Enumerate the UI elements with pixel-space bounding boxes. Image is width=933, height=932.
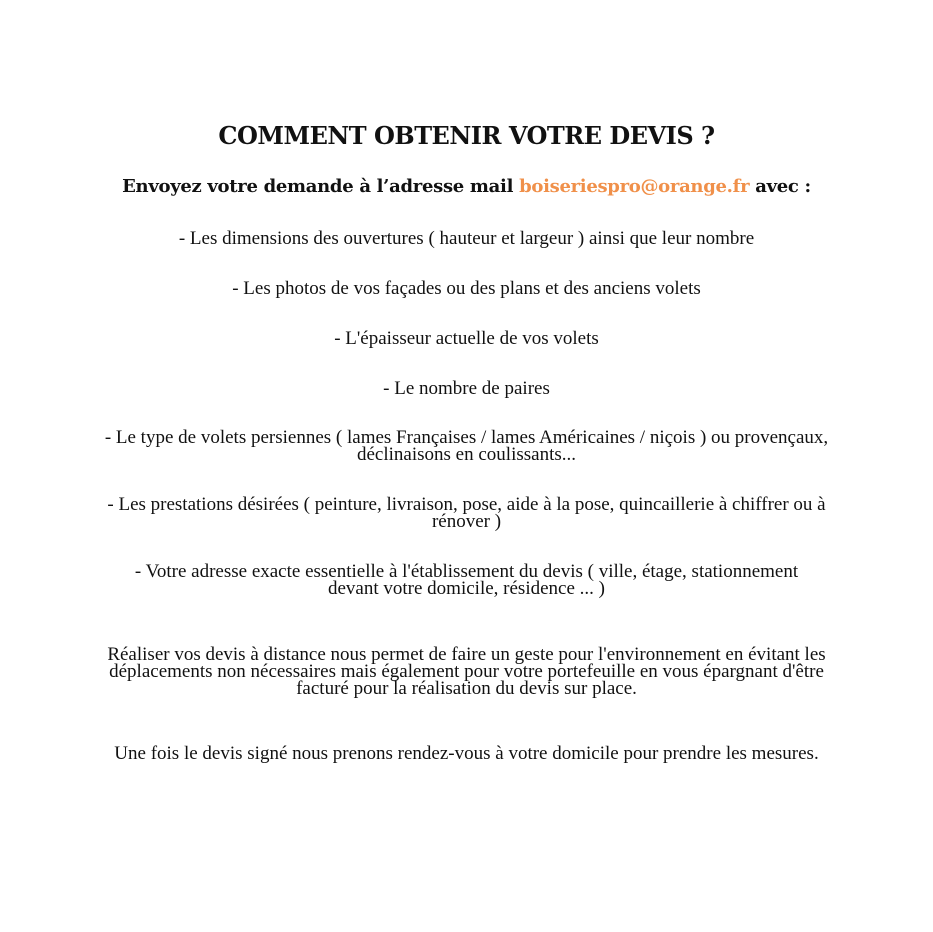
list-item-shutter-type: - Le type de volets persiennes ( lames Françaises / lames Américaines / niçois ) ou provençaux, déclinaisons en coulissants... [104,427,829,465]
intro-line [0,174,933,200]
list-item-services: - Les prestations désirées ( peinture, livraison, pose, aide à la pose, quincaillerie à chiffrer ou à rénover ) [107,494,826,532]
list-item-dimensions: - Les dimensions des ouvertures ( hauteur et largeur ) ainsi que leur nombre [178,228,755,249]
list-item-thickness: - L'épaisseur actuelle de vos volets [334,328,599,349]
intro-suffix: avec : [749,176,811,197]
list-item-pairs: - Le nombre de paires [383,378,550,399]
email-link[interactable]: boiseriespro@orange.fr [519,176,750,197]
page-title: COMMENT OBTENIR VOTRE DEVIS ? [218,121,715,150]
paragraph-appointment: Une fois le devis signé nous prenons rendez-vous à votre domicile pour prendre les mesures. [114,743,819,764]
intro-text: Envoyez votre demande à l’adresse mail [122,176,520,197]
list-item-photos: - Les photos de vos façades ou des plans et des anciens volets [232,278,701,299]
list-item-address: - Votre adresse exacte essentielle à l'établissement du devis ( ville, étage, stationnement devant votre domicile, résidence ... ) [134,561,799,599]
paragraph-remote-quote: Réaliser vos devis à distance nous permet de faire un geste pour l'environnement en évitant les déplacements non nécessaires mais également pour votre portefeuille en vous épargnant d'être facturé pour la réalisation du devis sur place. [107,644,826,699]
